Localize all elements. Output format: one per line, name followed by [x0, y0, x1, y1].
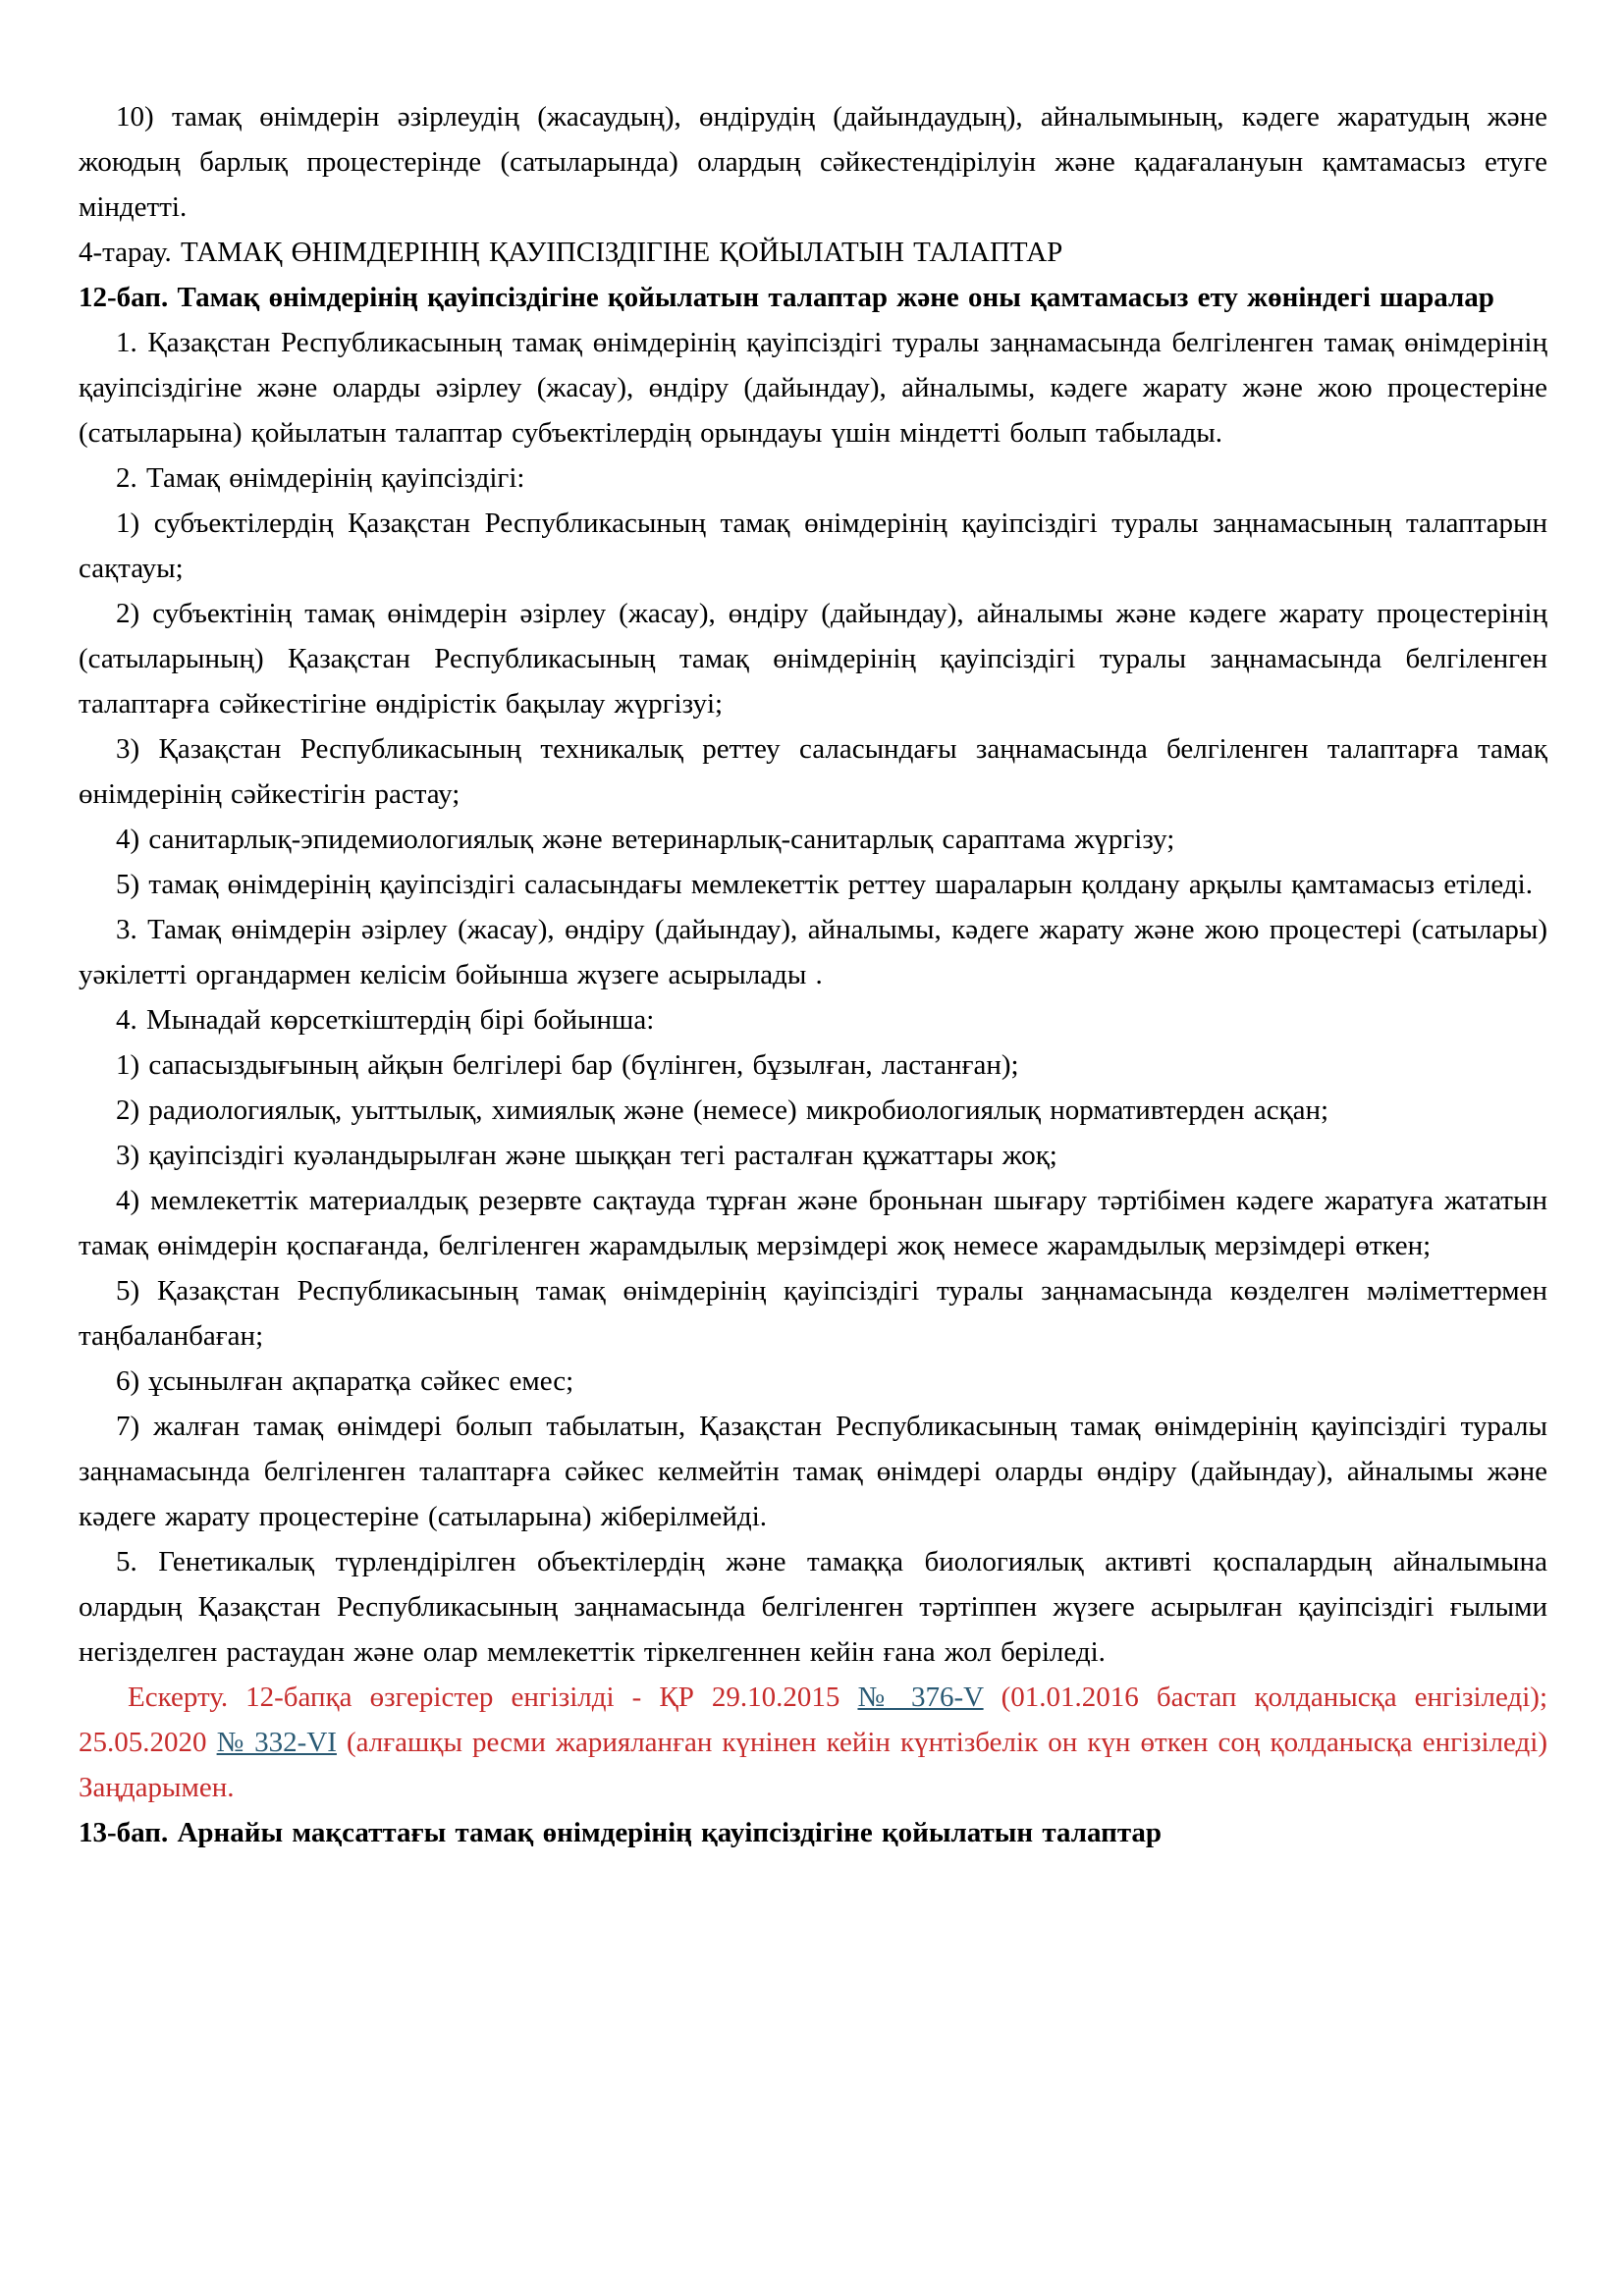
article-12-heading: 12-бап. Тамақ өнімдерінің қауіпсіздігіне қойылатын талаптар және оны қамтамасыз ету жөніндегі шаралар [79, 282, 1494, 313]
article-12-point-4-sub-7: 7) жалған тамақ өнімдері болып табылатын, Қазақстан Республикасының тамақ өнімдерінің қауіпсіздігі туралы заңнамасында белгіленген талаптарға сәйкес келмейтін тамақ өнімдері оларды өндіру (дайындау), айналымы және кәдеге жарату процестеріне (сатыларына) жіберілмейді. [79, 1411, 1547, 1532]
article-12-point-2-sub-5: 5) тамақ өнімдерінің қауіпсіздігі саласындағы мемлекеттік реттеу шараларын қолдану арқылы қамтамасыз етіледі. [116, 869, 1533, 900]
article-12-point-4-sub-6: 6) ұсынылған ақпаратқа сәйкес емес; [116, 1365, 574, 1397]
article-12-point-1: 1. Қазақстан Республикасының тамақ өнімдерінің қауіпсіздігі туралы заңнамасында белгіленген тамақ өнімдерінің қауіпсіздігіне және оларды әзірлеу (жасау), өндіру (дайындау), айналымы, кәдеге жарату және жою процестеріне (сатыларына) қойылатын талаптар субъектілердің орындауы үшін міндетті болып табылады. [79, 327, 1547, 449]
article-12-point-2-sub-3: 3) Қазақстан Республикасының техникалық реттеу саласындағы заңнамасында белгіленген талаптарға тамақ өнімдерінің сәйкестігін растау; [79, 733, 1547, 810]
chapter-4-heading: 4-тарау. ТАМАҚ ӨНІМДЕРІНІҢ ҚАУІПСІЗДІГІНЕ ҚОЙЫЛАТЫН ТАЛАПТАР [79, 237, 1063, 268]
amendment-note-tail: (алғашқы ресми жарияланған күнінен кейін күнтізбелік он күн өткен соң қолданысқа енгізіледі) Заңдарымен. [79, 1727, 1548, 1803]
law-link-376-V[interactable]: № 376-V [857, 1682, 984, 1713]
article-12-point-2-sub-4: 4) санитарлық-эпидемиологиялық және ветеринарлық-санитарлық сараптама жүргізу; [116, 824, 1175, 855]
article-12-point-4-sub-1: 1) сапасыздығының айқын белгілері бар (бүлінген, бұзылған, ластанған); [116, 1049, 1019, 1081]
amendment-note-mid: (01.01.2016 бастап қолданысқа енгізіледі); 25.05.2020 [79, 1682, 1548, 1758]
article-12-point-5: 5. Генетикалық түрлендірілген объектілердің және тамаққа биологиялық активті қоспалардың айналымына олардың Қазақстан Республикасының заңнамасында белгіленген тәртіппен жүзеге асырылған қауіпсіздігі ғылыми негізделген растаудан және олар мемлекеттік тіркелгеннен кейін ғана жол беріледі. [79, 1546, 1547, 1668]
amendment-note-lead: Ескерту. 12-бапқа өзгерістер енгізілді - ҚР 29.10.2015 [128, 1682, 858, 1713]
article-12-point-4-sub-5: 5) Қазақстан Республикасының тамақ өнімдерінің қауіпсіздігі туралы заңнамасында көзделген мәліметтермен таңбаланбаған; [79, 1275, 1547, 1352]
article-12-point-4-sub-3: 3) қауіпсіздігі куәландырылған және шыққан тегі расталған құжаттары жоқ; [116, 1140, 1057, 1171]
article-13-heading: 13-бап. Арнайы мақсаттағы тамақ өнімдерінің қауіпсіздігіне қойылатын талаптар [79, 1817, 1163, 1848]
article-12-point-2-sub-1: 1) субъектілердің Қазақстан Республикасының тамақ өнімдерінің қауіпсіздігі туралы заңнамасының талаптарын сақтауы; [79, 507, 1547, 584]
article-12-point-4-sub-4: 4) мемлекеттік материалдық резервте сақтауда тұрған және броньнан шығару тәртібімен кәдеге жаратуға жататын тамақ өнімдерін қоспағанда, белгіленген жарамдылық мерзімдері жоқ немесе жарамдылық мерзімдері өткен; [79, 1185, 1547, 1261]
article-12-point-4-sub-2: 2) радиологиялық, уыттылық, химиялық және (немесе) микробиологиялық нормативтерден асқан; [116, 1095, 1329, 1126]
amendment-note [79, 1675, 1547, 1810]
article-12-point-3: 3. Тамақ өнімдерін әзірлеу (жасау), өндіру (дайындау), айналымы, кәдеге жарату және жою процестері (сатылары) уәкілетті органдармен келісім бойынша жүзеге асырылады . [79, 914, 1547, 990]
law-link-332-VI[interactable]: № 332-VI [216, 1727, 337, 1758]
article-12-point-2-sub-2: 2) субъектінің тамақ өнімдерін әзірлеу (жасау), өндіру (дайындау), айналымы және кәдеге жарату процестерінің (сатыларының) Қазақстан Республикасының тамақ өнімдерінің қауіпсіздігі туралы заңнамасында белгіленген талаптарға сәйкестігіне өндірістік бақылау жүргізуі; [79, 598, 1547, 720]
article-12-point-4-intro: 4. Мынадай көрсеткіштердің бірі бойынша: [116, 1004, 655, 1036]
article-12-point-2-intro: 2. Тамақ өнімдерінің қауіпсіздігі: [116, 462, 525, 494]
clause-10-paragraph: 10) тамақ өнімдерін әзірлеудің (жасаудың), өндірудің (дайындаудың), айналымының, кәдеге жаратудың және жоюдың барлық процестерінде (сатыларында) олардың сәйкестендірілуін және қадағалануын қамтамасыз етуге міндетті. [79, 101, 1547, 223]
